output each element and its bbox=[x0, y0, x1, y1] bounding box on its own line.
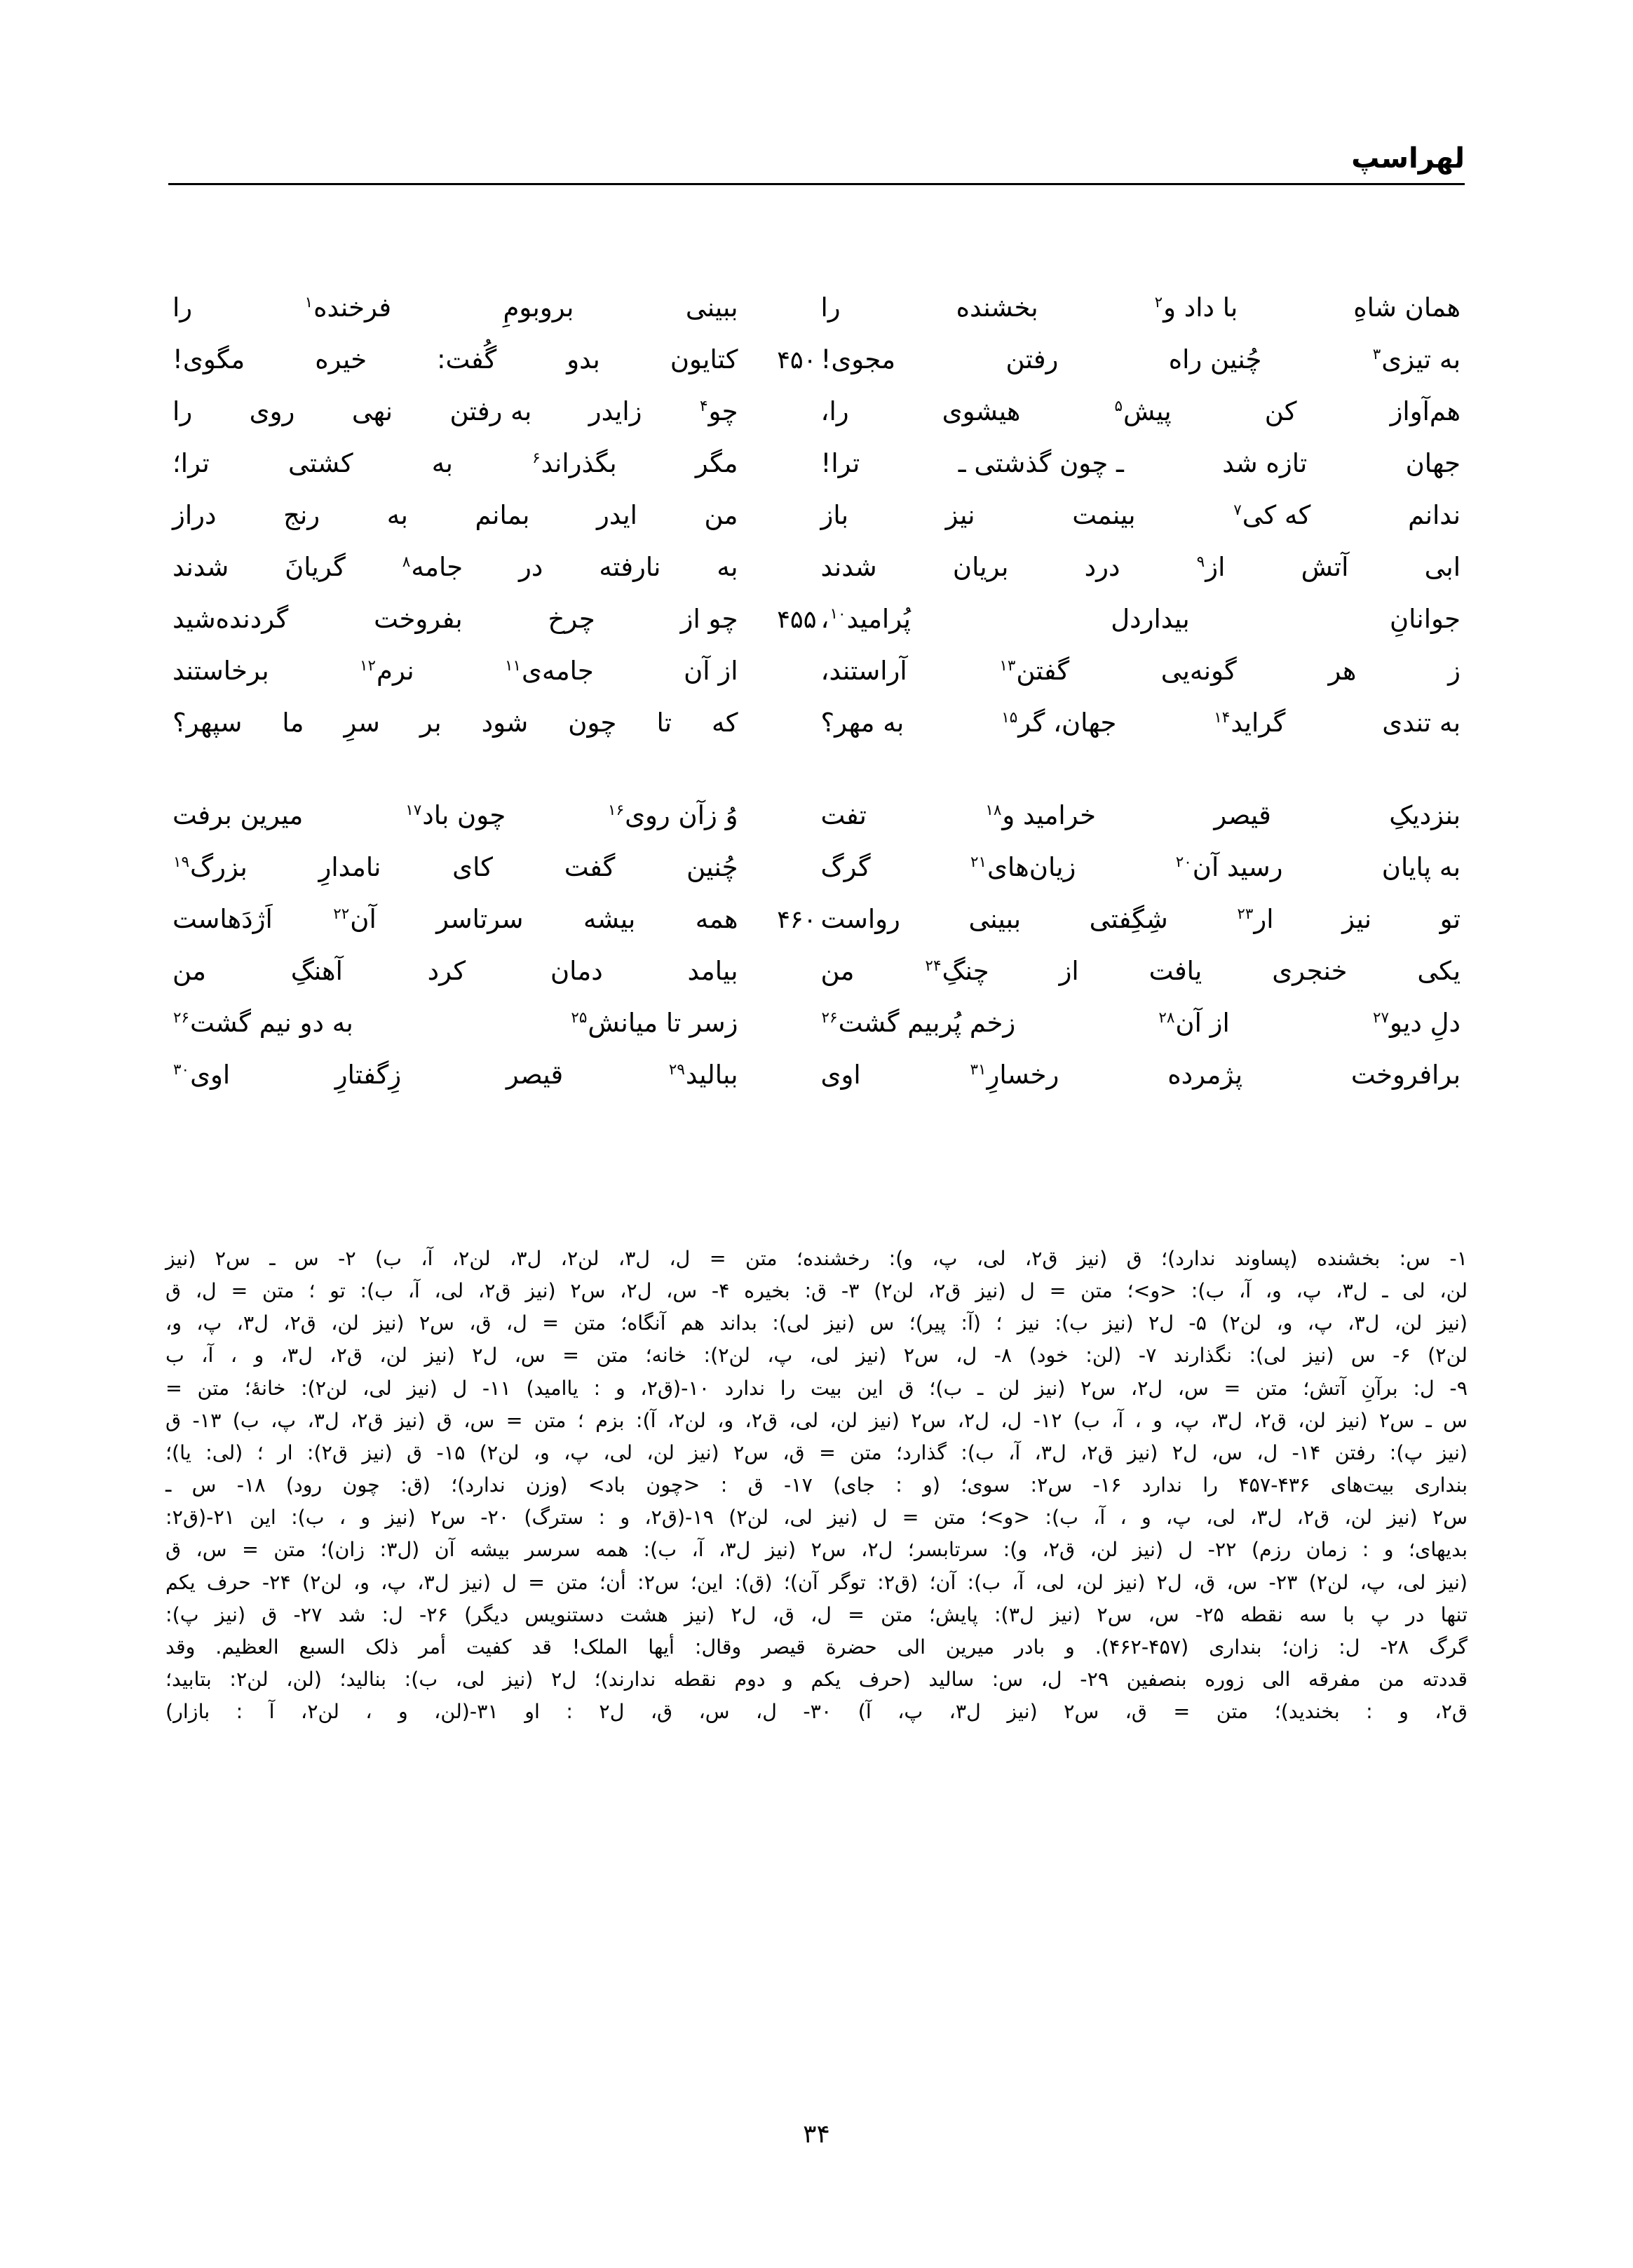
hemistich-right bbox=[168, 449, 817, 478]
verse-number: ۴۶۰ bbox=[777, 906, 817, 934]
hemistich-left bbox=[817, 801, 1465, 830]
hemistich-left bbox=[817, 605, 1465, 633]
hemistich-right-text: به نارفته در جامه$^۸$ گریانَ شدند bbox=[172, 552, 738, 582]
note-marker: ۹ bbox=[1196, 553, 1205, 571]
apparatus-line: (نیز لی، پ، لن۲) ۲۳- س، ق، ل۲ (نیز لن، لی، آ، ب): آن؛ (ق۲: توگر آن)؛ (ق): این؛ س۲: أن؛ متن = ل (نیز ل۳، پ، و، لن۲) ۲۴- حرف یکم bbox=[165, 1570, 1468, 1594]
note-marker: ۲۶ bbox=[173, 1008, 190, 1027]
apparatus-line: گرگ ۲۸- ل: زان؛ بنداری (۴۵۷-۴۶۲). و بادر میرین الی حضرة قیصر وقال: أیها الملک! قد کفیت أمر ذلک السبع العظیم. وقد bbox=[165, 1635, 1468, 1659]
hemistich-left bbox=[817, 553, 1465, 581]
hemistich-right-text: ببینی بروبومِ فرخنده$^۱$ را bbox=[172, 292, 738, 323]
verse-number: ۴۵۰ bbox=[777, 346, 817, 374]
hemistich-left-text: برافروخت پژمرده رخسارِ$^{۳۱}$ اوی bbox=[820, 1060, 1461, 1090]
apparatus-line: بدیهای؛ و : زمان رزم) ۲۲- ل (نیز لن، ق۲، و): سرتابسر؛ ل۲، س۲ (نیز ل۳، آ، ب): همه سرسر بیشه آن (ل۳: زان)؛ متن = س، ق bbox=[165, 1538, 1468, 1562]
note-marker: ۱۰ bbox=[829, 605, 846, 623]
apparatus-line: قددته من مفرقه الی زوره بنصفین ۲۹- ل، س: سالید (حرف یکم و دوم نقطه ندارند)؛ ل۲ (نیز لی، ب): بنالید؛ (لن، لن۲: بتابید؛ bbox=[165, 1668, 1468, 1692]
hemistich-left-text: همان شاهِ با داد و$^۲$ بخشنده را bbox=[820, 292, 1461, 323]
hemistich-right bbox=[168, 293, 817, 322]
note-marker: ۱۶ bbox=[608, 801, 625, 819]
note-marker: ۲۰ bbox=[1175, 853, 1192, 871]
hemistich-right bbox=[168, 708, 817, 737]
hemistich-right-text: مگر بگذراند$^۶$ به کشتی ترا؛ bbox=[172, 448, 738, 478]
note-marker: ۱۴ bbox=[1214, 708, 1231, 727]
hemistich-left-text: دلِ دیو$^{۲۷}$ از آن$^{۲۸}$ زخم پُربیم گشت$^{۲۶}$ bbox=[821, 1008, 1461, 1038]
hemistich-right-text: کتایون بدو گُفت: خیره مگوی! bbox=[172, 344, 738, 374]
hemistich-left-text: بنزدیکِ قیصر خرامید و$^{۱۸}$ تفت bbox=[820, 800, 1461, 830]
hemistich-right bbox=[168, 656, 817, 685]
apparatus-line: لن۲) ۶- س (نیز لی): نگذارند ۷- (لن: خود) ۸- ل، س۲ (نیز لی، پ، لن۲): خانه؛ متن = س، ل۲ (نیز لن، ق۲، ل۳، و ، آ، ب bbox=[165, 1344, 1468, 1368]
hemistich-left bbox=[817, 345, 1465, 374]
apparatus-line: ق۲، و : بخندید)؛ متن = ق، س۲ (نیز ل۳، پ، آ) ۳۰- ل، س، ق، ل۲ : او ۳۱-(لن، و ، لن۲، آ : بازار) bbox=[165, 1700, 1468, 1724]
hemistich-left bbox=[817, 293, 1465, 322]
note-marker: ۱۵ bbox=[1001, 708, 1018, 727]
note-marker: ۳ bbox=[1372, 345, 1381, 363]
hemistich-left-text: به پایان رسید آن$^{۲۰}$ زیان‌های$^{۲۱}$ گرگ bbox=[820, 852, 1461, 882]
verse-line bbox=[168, 957, 1465, 1008]
hemistich-right bbox=[168, 345, 817, 374]
apparatus-line: لن، لی ـ ل۳، پ، و، آ، ب): <و>؛ متن = ل (نیز ق۲، لن۲) ۳- ق: بخیره ۴- س، ل۲، س۲ (نیز ق۲، لی، آ، ب): تو ؛ متن = ل، ق bbox=[165, 1279, 1468, 1303]
note-marker: ۲۱ bbox=[970, 853, 987, 871]
verse-line bbox=[168, 605, 1465, 656]
verse-line bbox=[168, 1060, 1465, 1112]
note-marker: ۲۹ bbox=[668, 1060, 685, 1079]
hemistich-right-text: چو از چرخ بفروخت گردنده‌شید bbox=[172, 604, 738, 634]
note-marker: ۸ bbox=[402, 553, 411, 571]
verse-line bbox=[168, 345, 1465, 397]
running-head bbox=[168, 125, 1465, 185]
verse-line bbox=[168, 708, 1465, 760]
note-marker: ۳۰ bbox=[173, 1060, 190, 1079]
verse-number: ۴۵۵ bbox=[777, 606, 817, 634]
hemistich-left-text: یکی خنجری یافت از چنگِ$^{۲۴}$ من bbox=[820, 956, 1461, 986]
hemistich-right bbox=[168, 801, 817, 830]
note-marker: ۷ bbox=[1233, 501, 1242, 519]
page-number: ۳۴ bbox=[803, 2120, 830, 2149]
hemistich-right bbox=[168, 501, 817, 529]
critical-apparatus bbox=[165, 1243, 1468, 1728]
hemistich-left-text: هم‌آواز کن پیش$^۵$ هیشوی را، bbox=[820, 396, 1461, 426]
note-marker: ۲۸ bbox=[1158, 1008, 1175, 1027]
hemistich-left-text: به تیزی$^۳$ چُنین راه رفتن مجوی! bbox=[820, 344, 1461, 374]
note-marker: ۱۳ bbox=[999, 656, 1016, 675]
hemistich-right bbox=[168, 1060, 817, 1089]
hemistich-right bbox=[168, 605, 817, 634]
verse-area bbox=[168, 293, 1465, 1112]
stanza bbox=[168, 801, 1465, 1112]
hemistich-left bbox=[817, 656, 1465, 685]
verse-line bbox=[168, 449, 1465, 501]
hemistich-left bbox=[817, 853, 1465, 882]
hemistich-left-text: جهان تازه شد ـ چون گذشتی ـ ترا! bbox=[820, 448, 1461, 478]
note-marker: ۱ bbox=[304, 293, 313, 311]
note-marker: ۱۹ bbox=[173, 853, 190, 871]
hemistich-right bbox=[168, 853, 817, 882]
hemistich-left bbox=[817, 957, 1465, 985]
hemistich-right-text: از آن جامه‌ی$^{۱۱}$ نرم$^{۱۲}$ برخاستند bbox=[172, 656, 738, 686]
hemistich-right bbox=[168, 397, 817, 426]
hemistich-right-text: بیامد دمان کرد آهنگِ من bbox=[172, 956, 738, 986]
verse-line bbox=[168, 853, 1465, 905]
apparatus-line: بنداری بیت‌های ۴۳۶-۴۵۷ را ندارد ۱۶- س۲: سوی؛ (و : جای) ۱۷- ق : <چون باد> (وزن ندارد)؛ (ق: چون رود) ۱۸- س ـ bbox=[165, 1473, 1468, 1497]
hemistich-right bbox=[168, 553, 817, 581]
apparatus-line: (نیز پ): رفتن ۱۴- ل، س، ل۲ (نیز ق۲، ل۳، آ، ب): گذارد؛ متن = ق، س۲ (نیز لن، لی، پ، و، لن۲) ۱۵- ق (نیز ق۲): ار ؛ (لی: یا)؛ bbox=[165, 1440, 1468, 1464]
hemistich-left bbox=[817, 501, 1465, 529]
note-marker: ۲ bbox=[1154, 293, 1163, 311]
running-head-title: لهراسپ bbox=[1351, 142, 1465, 175]
verse-line bbox=[168, 656, 1465, 708]
verse-line bbox=[168, 293, 1465, 345]
apparatus-line: س۲ (نیز لن، ق۲، ل۳، لی، پ، و ، آ، ب): <و>؛ متن = ل (نیز لی، لن۲) ۱۹-(ق۲، و : سترگ) ۲۰- س۲ (نیز و ، ب): این ۲۱-(ق۲: bbox=[165, 1506, 1468, 1530]
note-marker: ۱۱ bbox=[504, 656, 522, 675]
hemistich-left bbox=[817, 708, 1465, 737]
note-marker: ۶ bbox=[532, 449, 541, 467]
note-marker: ۲۵ bbox=[571, 1008, 588, 1027]
hemistich-right-text: زسر تا میانش$^{۲۵}$ به دو نیم گشت$^{۲۶}$ bbox=[173, 1008, 738, 1038]
verse-line bbox=[168, 501, 1465, 553]
running-head-rule bbox=[168, 183, 1465, 185]
hemistich-right bbox=[168, 1008, 817, 1037]
note-marker: ۲۲ bbox=[333, 905, 350, 923]
note-marker: ۲۶ bbox=[821, 1008, 838, 1027]
hemistich-right bbox=[168, 905, 817, 934]
hemistich-right-text: چو$^۴$ زایدر به رفتن نهی روی را bbox=[172, 396, 738, 426]
apparatus-line: س ـ س۲ (نیز لن، ق۲، ل۳، پ، و ، آ، ب) ۱۲- ل، ل۲، س۲ (نیز لن، لی، ق۲، و، لن۲، آ): بزم ؛ متن = س، ق (نیز ق۲، ل۳، پ، ب) ۱۳- ق bbox=[165, 1408, 1468, 1432]
hemistich-left bbox=[817, 1008, 1465, 1037]
hemistich-right bbox=[168, 957, 817, 985]
verse-line bbox=[168, 553, 1465, 605]
hemistich-left bbox=[817, 449, 1465, 478]
apparatus-line: ۱- س: بخشنده (پساوند ندارد)؛ ق (نیز ق۲، لی، پ، و): رخشنده؛ متن = ل، ل۳، لن۲، ل۳، لن۲، آ، ب) ۲- س ـ س۲ (نیز bbox=[165, 1247, 1468, 1270]
hemistich-left-text: ندانم که کی$^۷$ بینمت نیز باز bbox=[820, 500, 1461, 530]
verse-line bbox=[168, 1008, 1465, 1060]
hemistich-right-text: چُنین گفت کای نامدارِ بزرگ$^{۱۹}$ bbox=[173, 852, 738, 882]
apparatus-line: ۹- ل: برآنِ آتش؛ متن = س، ل۲، س۲ (نیز لن ـ ب)؛ ق این بیت را ندارد ۱۰-(ق۲، و : یاامید) ۱۱- ل (نیز لی، لن۲): خانهٔ؛ متن = bbox=[165, 1376, 1468, 1400]
note-marker: ۱۷ bbox=[405, 801, 422, 819]
hemistich-right-text: من ایدر بمانم به رنج دراز bbox=[172, 500, 738, 530]
note-marker: ۵ bbox=[1114, 397, 1123, 415]
hemistich-left-text: ابی آتش از$^۹$ درد بریان شدند bbox=[820, 552, 1461, 582]
hemistich-left bbox=[817, 397, 1465, 426]
stanza bbox=[168, 293, 1465, 760]
note-marker: ۱۸ bbox=[985, 801, 1002, 819]
hemistich-right-text: ببالید$^{۲۹}$ قیصر زِگفتارِ اوی$^{۳۰}$ bbox=[173, 1060, 738, 1090]
hemistich-left-text: ز هر گونه‌یی گفتن$^{۱۳}$ آراستند، bbox=[820, 656, 1461, 686]
apparatus-line: تنها در پ با سه نقطه ۲۵- س، س۲ (نیز ل۳): پایش؛ متن = ل، ق، ل۲ (نیز هشت دستنویس دیگر) ۲۶- ل: شد ۲۷- ق (نیز پ): bbox=[165, 1602, 1468, 1626]
verse-line bbox=[168, 905, 1465, 957]
hemistich-left bbox=[817, 1060, 1465, 1089]
verse-line bbox=[168, 397, 1465, 449]
verse-line bbox=[168, 801, 1465, 853]
apparatus-line: (نیز لن، ل۳، پ، و، لن۲) ۵- ل۲ (نیز ب): نیز ؛ (آ: پیر)؛ س (نیز لی): بداند هم آنگاه؛ متن = ل، ق، س۲ (نیز لن، ق۲، ل۳، پ، و، bbox=[165, 1311, 1468, 1335]
hemistich-left-text: تو نیز ار$^{۲۳}$ شِگِفتی ببینی رواست bbox=[820, 904, 1461, 934]
hemistich-left-text: جوانانِ بیداردل پُرامید$^{۱۰}$، bbox=[820, 604, 1461, 634]
note-marker: ۴ bbox=[699, 397, 708, 415]
note-marker: ۳۱ bbox=[970, 1060, 987, 1079]
hemistich-left-text: به تندی گراید$^{۱۴}$ جهان، گر$^{۱۵}$ به مهر؟ bbox=[820, 708, 1461, 738]
note-marker: ۲۴ bbox=[925, 957, 942, 975]
hemistich-right-text: همه بیشه سرتاسر آن$^{۲۲}$ اَژدَهاست bbox=[172, 904, 738, 934]
hemistich-right-text: که تا چون شود بر سرِ ما سپهر؟ bbox=[172, 708, 738, 738]
note-marker: ۱۲ bbox=[359, 656, 377, 675]
note-marker: ۲۷ bbox=[1372, 1008, 1389, 1027]
hemistich-right-text: وُ زآن روی$^{۱۶}$ چون باد$^{۱۷}$ میرین برفت bbox=[172, 800, 738, 830]
hemistich-left bbox=[817, 905, 1465, 933]
note-marker: ۲۳ bbox=[1237, 905, 1254, 923]
